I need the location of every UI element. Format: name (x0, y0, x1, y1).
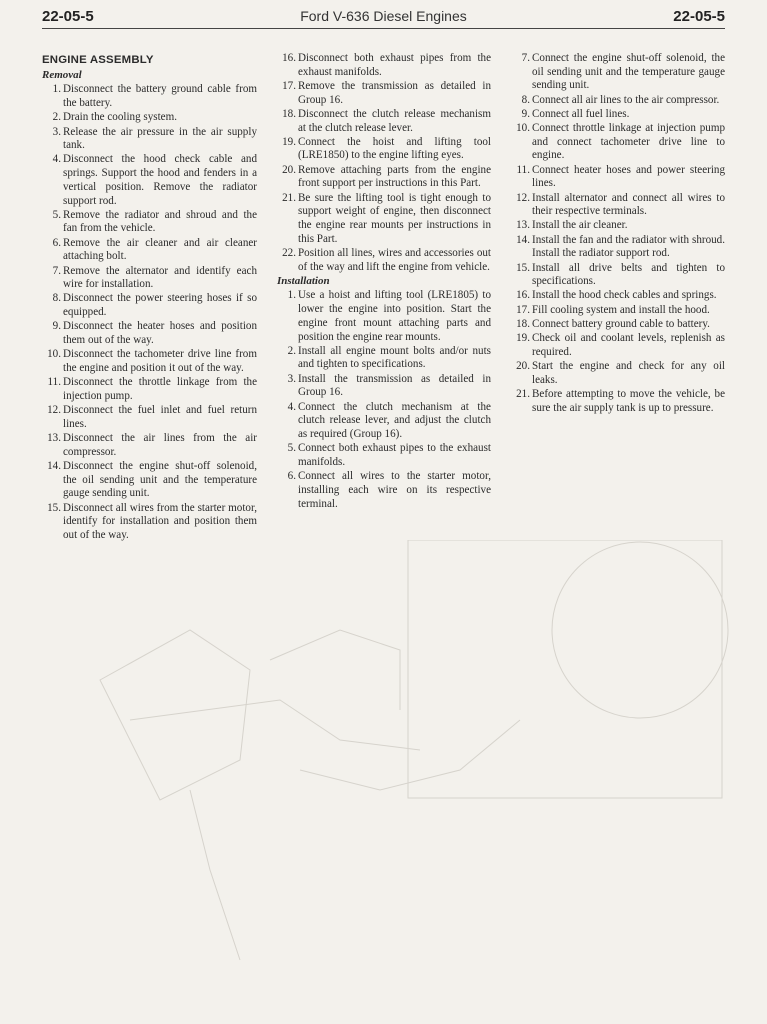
step-item (277, 52, 491, 79)
step-text: Install the air cleaner. (532, 219, 628, 232)
step-item (511, 108, 725, 122)
step-item (511, 262, 725, 289)
step-number: 14. (47, 459, 61, 472)
step-number: 8. (521, 93, 530, 106)
step-item (511, 332, 725, 359)
step-number: 9. (521, 107, 530, 120)
removal-list-part2 (277, 52, 491, 274)
step-item (511, 388, 725, 415)
step-number: 13. (47, 431, 61, 444)
step-number: 1. (287, 289, 296, 302)
step-number: 2. (287, 344, 296, 357)
column-2 (277, 52, 491, 512)
bleed-through-figure (40, 540, 730, 980)
column-3 (511, 52, 725, 416)
running-title: Ford V-636 Diesel Engines (300, 8, 467, 24)
step-number: 11. (516, 163, 530, 176)
step-item (42, 265, 257, 292)
step-number: 10. (516, 122, 530, 135)
step-number: 22. (282, 246, 296, 259)
step-item (277, 470, 491, 511)
removal-list-part1 (42, 83, 257, 542)
step-number: 18. (516, 317, 530, 330)
column-1 (42, 52, 257, 543)
step-item (42, 376, 257, 403)
step-text: Remove attaching parts from the engine front support per instructions in this Part. (298, 163, 491, 190)
step-text: Install all drive belts and tighten to specifications. (532, 261, 725, 288)
step-item (511, 192, 725, 219)
step-item (277, 247, 491, 274)
step-item (42, 111, 257, 125)
step-text: Disconnect the fuel inlet and fuel return lines. (63, 404, 257, 430)
step-text: Remove the air cleaner and air cleaner attaching bolt. (63, 236, 257, 263)
step-number: 4. (52, 153, 61, 166)
step-number: 16. (282, 52, 296, 64)
step-item (277, 345, 491, 372)
step-text: Connect the engine shut-off solenoid, the oil sending unit and the temperature gauge sending unit. (532, 52, 725, 92)
step-item (511, 94, 725, 108)
page-number-right: 22-05-5 (673, 8, 725, 25)
step-number: 21. (516, 387, 530, 400)
step-number: 15. (516, 261, 530, 274)
step-item (511, 304, 725, 318)
installation-heading: Installation (277, 274, 330, 287)
page-header (42, 6, 725, 29)
step-item (277, 164, 491, 191)
step-number: 3. (52, 125, 61, 138)
step-text: Connect both exhaust pipes to the exhaust manifolds. (298, 442, 491, 468)
step-item (42, 237, 257, 264)
step-text: Connect the hoist and lifting tool (LRE1850) to the engine lifting eyes. (298, 135, 491, 162)
step-item (511, 122, 725, 163)
step-number: 19. (282, 135, 296, 148)
step-text: Connect heater hoses and power steering lines. (532, 163, 725, 190)
step-number: 17. (516, 303, 530, 316)
step-number: 15. (47, 501, 61, 514)
step-item (42, 83, 257, 110)
section-title: ENGINE ASSEMBLY (42, 54, 154, 66)
step-number: 12. (47, 404, 61, 417)
step-number: 9. (52, 320, 61, 333)
step-text: Disconnect the tachometer drive line from the engine and position it out of the way. (63, 348, 257, 374)
step-item (42, 460, 257, 501)
step-text: Connect throttle linkage at injection pump and connect tachometer drive line to engine. (532, 122, 725, 162)
step-number: 6. (52, 236, 61, 249)
step-number: 7. (521, 52, 530, 64)
step-text: Connect all wires to the starter motor, installing each wire on its respective terminal. (298, 470, 491, 510)
step-item (42, 292, 257, 319)
step-item (42, 348, 257, 375)
step-number: 18. (282, 107, 296, 120)
step-item (277, 442, 491, 469)
step-number: 6. (287, 470, 296, 483)
step-number: 1. (52, 83, 61, 96)
step-text: Disconnect the hood check cable and springs. Support the hood and fenders in a vertical position. Remove the radiator support rod. (63, 153, 257, 207)
step-item (42, 209, 257, 236)
step-text: Connect all air lines to the air compressor. (532, 93, 720, 106)
step-text: Connect the clutch mechanism at the clutch release lever, and adjust the clutch as required (Group 16). (298, 400, 491, 440)
step-item (277, 80, 491, 107)
step-text: Start the engine and check for any oil leaks. (532, 359, 725, 386)
step-item (42, 320, 257, 347)
step-number: 20. (516, 359, 530, 372)
step-text: Disconnect the throttle linkage from the injection pump. (63, 376, 257, 402)
step-item (42, 404, 257, 431)
step-text: Install the fan and the radiator with shroud. Install the radiator support rod. (532, 233, 725, 260)
step-text: Position all lines, wires and accessories out of the way and lift the engine from vehicle. (298, 246, 491, 273)
step-item (277, 401, 491, 442)
step-number: 5. (287, 442, 296, 455)
step-text: Be sure the lifting tool is tight enough to support weight of engine, then disconnect the engine rear mounts per instructions in this Part. (298, 191, 491, 245)
step-text: Disconnect the clutch release mechanism at the clutch release lever. (298, 107, 491, 134)
step-number: 4. (287, 400, 296, 413)
step-text: Remove the radiator and shroud and the fan from the vehicle. (63, 208, 257, 235)
step-item (277, 108, 491, 135)
step-item (511, 52, 725, 93)
installation-list-part2 (511, 52, 725, 415)
step-number: 8. (52, 292, 61, 305)
step-item (511, 318, 725, 332)
step-number: 11. (47, 376, 61, 389)
step-item (277, 289, 491, 344)
step-number: 21. (282, 191, 296, 204)
step-number: 3. (287, 372, 296, 385)
step-text: Check oil and coolant levels, replenish as required. (532, 332, 725, 358)
step-item (277, 192, 491, 247)
step-text: Disconnect the air lines from the air compressor. (63, 431, 257, 458)
step-number: 2. (52, 111, 61, 124)
step-text: Disconnect the battery ground cable from the battery. (63, 83, 257, 110)
step-text: Remove the alternator and identify each wire for installation. (63, 264, 257, 291)
step-text: Release the air pressure in the air supply tank. (63, 125, 257, 152)
step-number: 14. (516, 233, 530, 246)
step-item (511, 289, 725, 303)
removal-heading: Removal (42, 68, 82, 81)
step-item (511, 219, 725, 233)
step-number: 7. (52, 264, 61, 277)
installation-list-part1 (277, 289, 491, 511)
step-text: Connect all fuel lines. (532, 107, 630, 120)
step-number: 17. (282, 79, 296, 92)
step-item (42, 126, 257, 153)
step-item (42, 502, 257, 543)
step-item (511, 360, 725, 387)
step-text: Install alternator and connect all wires to their respective terminals. (532, 191, 725, 218)
step-number: 20. (282, 163, 296, 176)
step-item (277, 136, 491, 163)
step-number: 19. (516, 332, 530, 345)
step-number: 13. (516, 219, 530, 232)
step-text: Install the hood check cables and springs. (532, 289, 717, 302)
step-text: Disconnect the power steering hoses if so equipped. (63, 292, 257, 319)
step-text: Use a hoist and lifting tool (LRE1805) to lower the engine into position. Start the engine front mount attaching parts and position the engine rear mounts. (298, 289, 491, 343)
step-number: 10. (47, 348, 61, 361)
step-text: Disconnect both exhaust pipes from the exhaust manifolds. (298, 52, 491, 78)
page-number-left: 22-05-5 (42, 8, 94, 25)
step-text: Fill cooling system and install the hood. (532, 303, 710, 316)
step-number: 16. (516, 289, 530, 302)
step-text: Disconnect the heater hoses and position them out of the way. (63, 320, 257, 347)
step-text: Disconnect all wires from the starter motor, identify for installation and position them out of the way. (63, 501, 257, 541)
step-text: Disconnect the engine shut-off solenoid, the oil sending unit and the temperature gauge sending unit. (63, 459, 257, 500)
step-text: Drain the cooling system. (63, 111, 177, 124)
step-text: Install all engine mount bolts and/or nuts and tighten to specifications. (298, 344, 491, 371)
step-item (277, 373, 491, 400)
step-text: Remove the transmission as detailed in Group 16. (298, 79, 491, 106)
step-text: Before attempting to move the vehicle, be sure the air supply tank is up to pressure. (532, 387, 725, 414)
step-text: Connect battery ground cable to battery. (532, 317, 710, 330)
step-item (42, 153, 257, 208)
step-item (42, 432, 257, 459)
step-number: 5. (52, 208, 61, 221)
step-number: 12. (516, 191, 530, 204)
step-item (511, 164, 725, 191)
step-item (511, 234, 725, 261)
step-text: Install the transmission as detailed in Group 16. (298, 372, 491, 399)
